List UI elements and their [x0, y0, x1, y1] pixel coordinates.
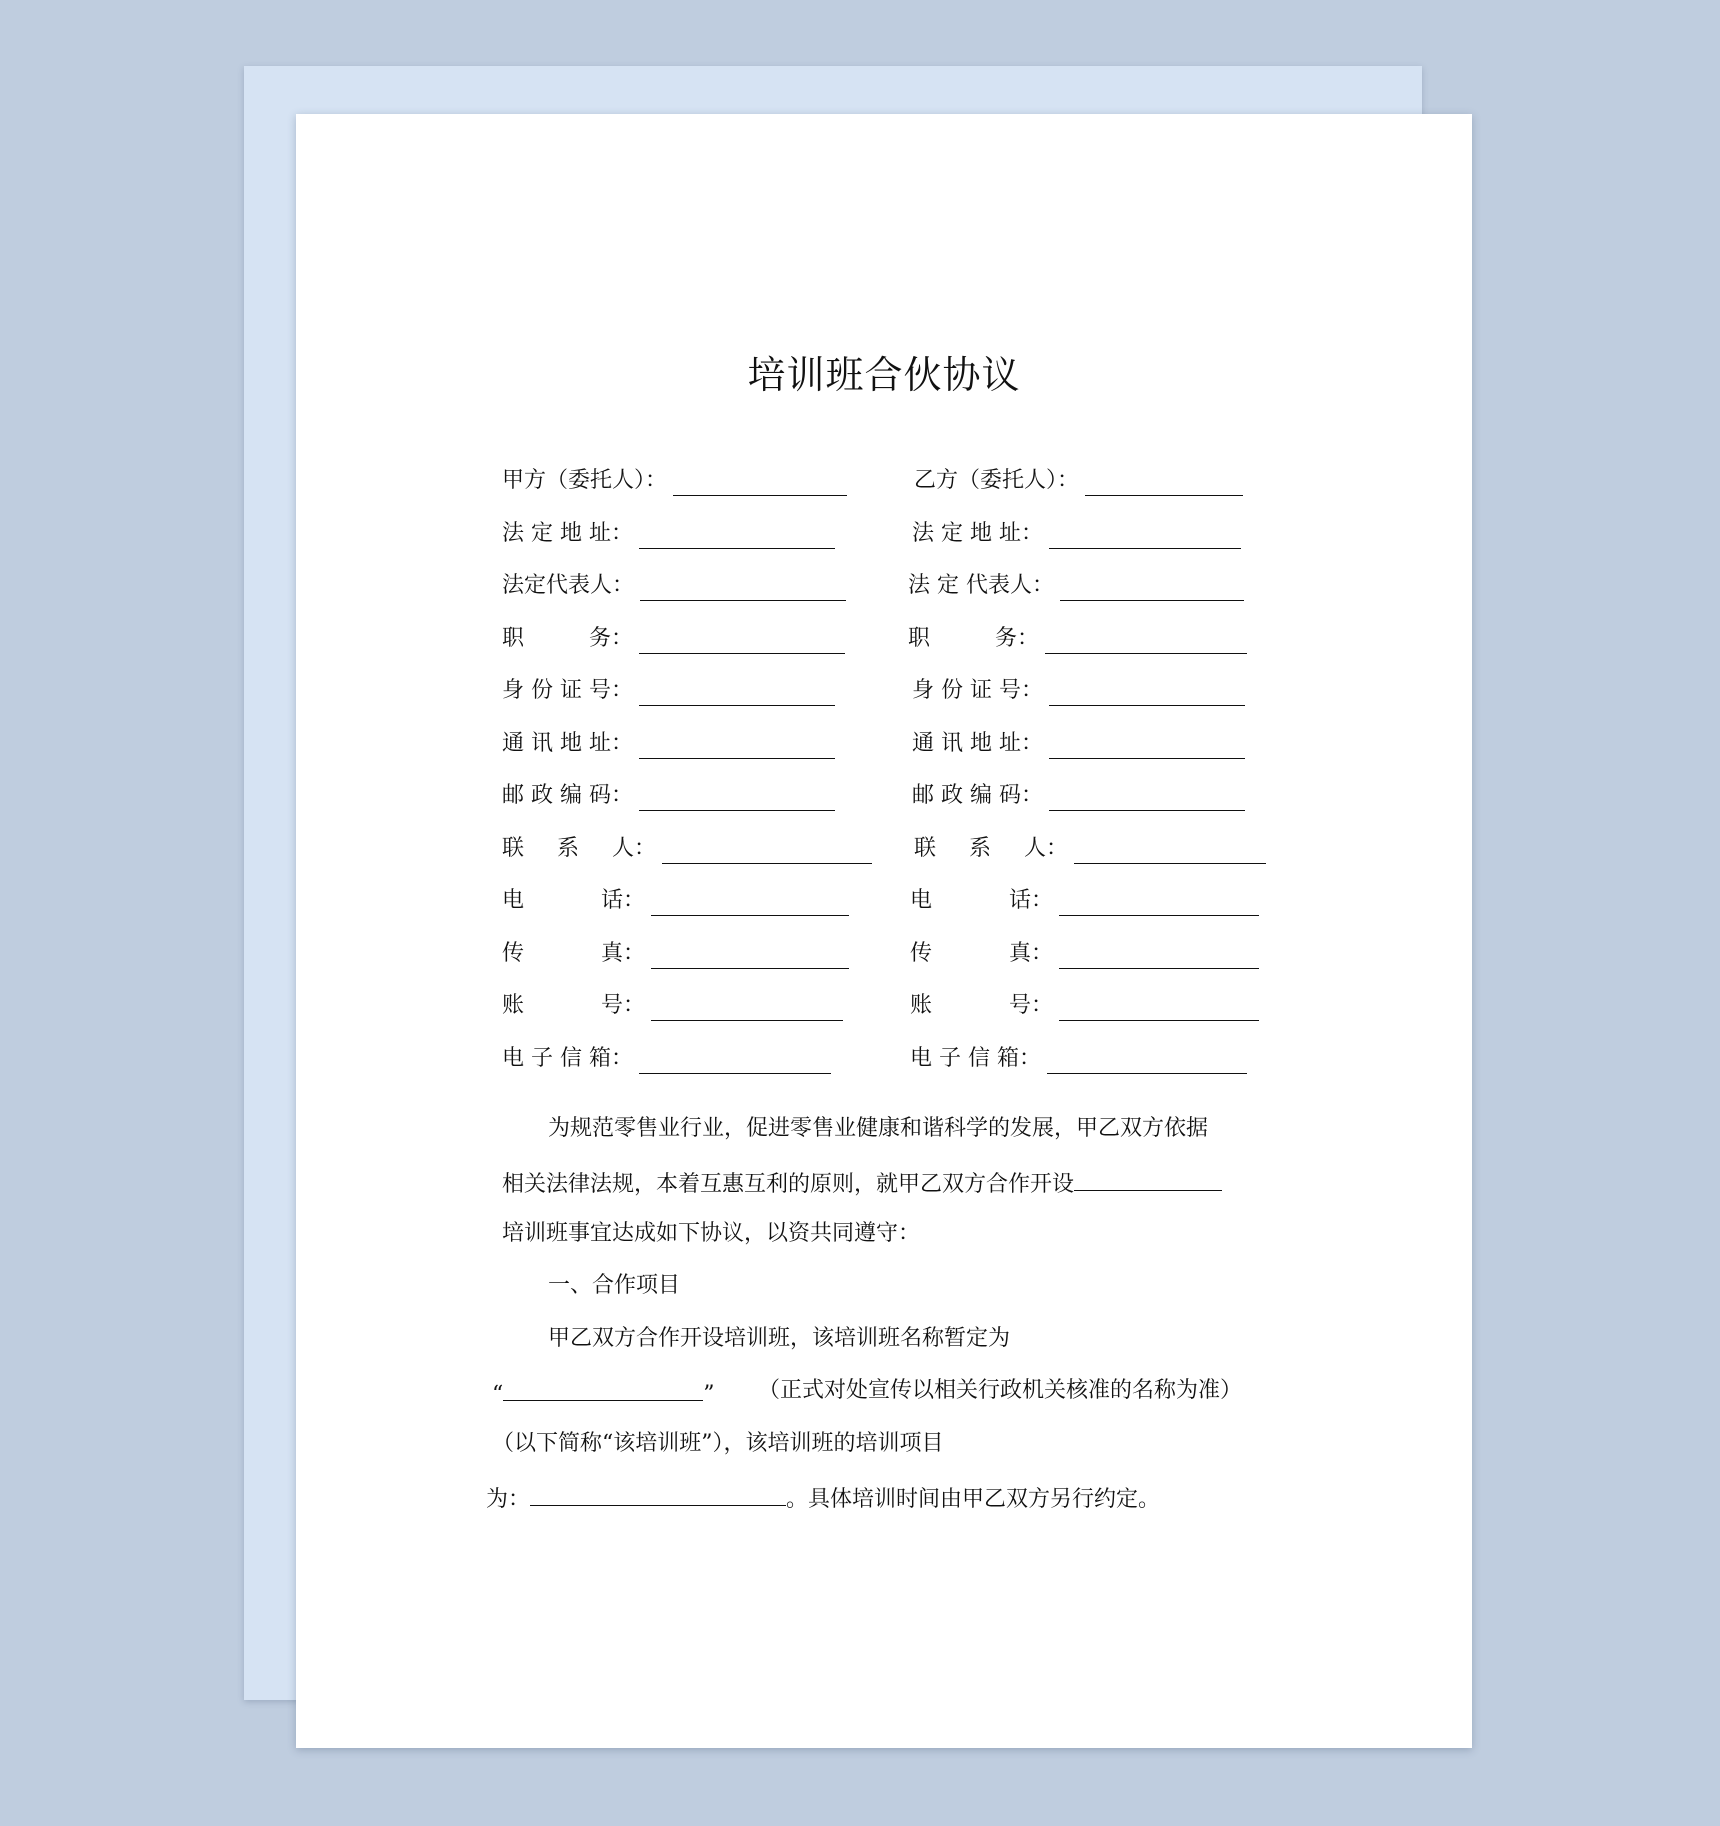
- field-label: 身 份 证 号：: [912, 678, 1043, 703]
- party-b-field: [912, 715, 1245, 759]
- document-title: 培训班合伙协议: [747, 353, 1021, 397]
- paragraph-line: [486, 1481, 1160, 1515]
- fill-blank[interactable]: [1074, 1166, 1222, 1191]
- fill-blank[interactable]: [1045, 625, 1247, 654]
- field-label: 邮 政 编 码：: [502, 783, 633, 808]
- paragraph-line: 培训班事宜达成如下协议，以资共同遵守：: [502, 1221, 921, 1246]
- paragraph-line: 甲乙双方合作开设培训班，该培训班名称暂定为: [548, 1326, 1011, 1351]
- fill-blank[interactable]: [662, 835, 872, 864]
- party-b-field: [912, 505, 1241, 549]
- field-label: 电 子 信 箱：: [502, 1046, 633, 1071]
- paragraph-line: [492, 1376, 715, 1410]
- section-heading: 一、合作项目: [548, 1273, 681, 1298]
- fill-blank[interactable]: [639, 625, 845, 654]
- fill-blank[interactable]: [1060, 572, 1244, 601]
- fill-blank[interactable]: [503, 1376, 703, 1401]
- fill-blank[interactable]: [651, 992, 843, 1021]
- party-a-field: [502, 872, 849, 916]
- fill-blank[interactable]: [639, 730, 835, 759]
- field-label: 传 真：: [502, 941, 645, 966]
- paragraph-text: 。具体培训时间由甲乙双方另行约定。: [786, 1487, 1161, 1512]
- fill-blank[interactable]: [1059, 940, 1259, 969]
- party-b-field: [914, 820, 1266, 864]
- party-a-field: [502, 610, 845, 654]
- fill-blank[interactable]: [1049, 520, 1241, 549]
- field-label: 联 系 人：: [502, 836, 656, 861]
- paragraph-text: 相关法律法规，本着互惠互利的原则，就甲乙双方合作开设: [502, 1172, 1075, 1197]
- party-a-field: [502, 662, 835, 706]
- paragraph-line: （以下简称“该培训班”），该培训班的培训项目: [492, 1431, 944, 1456]
- party-a-field: [502, 715, 835, 759]
- party-b-field: [910, 925, 1259, 969]
- field-label: 甲方（委托人）：: [502, 468, 668, 493]
- field-label: 邮 政 编 码：: [912, 783, 1043, 808]
- fill-blank[interactable]: [1049, 782, 1245, 811]
- party-b-field: [908, 610, 1247, 654]
- party-a-field: [502, 1030, 831, 1074]
- field-label: 法 定 地 址：: [502, 521, 633, 546]
- fill-blank[interactable]: [1059, 887, 1259, 916]
- party-a-field: [502, 505, 835, 549]
- fill-blank[interactable]: [639, 677, 835, 706]
- party-b-field: [908, 557, 1244, 601]
- field-label: 法定代表人：: [502, 573, 635, 598]
- party-b-field: [910, 1030, 1247, 1074]
- fill-blank[interactable]: [1047, 1045, 1247, 1074]
- fill-blank[interactable]: [1049, 730, 1245, 759]
- close-quote: ”: [703, 1382, 715, 1407]
- fill-blank[interactable]: [530, 1481, 786, 1506]
- party-a-field: [502, 767, 835, 811]
- document-page: [296, 114, 1472, 1748]
- field-label: 职 务：: [502, 626, 633, 651]
- field-label: 电 子 信 箱：: [910, 1046, 1041, 1071]
- field-label: 身 份 证 号：: [502, 678, 633, 703]
- field-label: 电 话：: [502, 888, 645, 913]
- field-label: 法 定 代表人：: [908, 573, 1054, 598]
- party-b-field: [912, 662, 1245, 706]
- field-label: 账 号：: [910, 993, 1053, 1018]
- field-label: 乙方（委托人）：: [914, 468, 1080, 493]
- party-a-field: [502, 977, 843, 1021]
- paragraph-text: 为：: [486, 1487, 531, 1512]
- field-label: 电 话：: [910, 888, 1053, 913]
- party-b-field: [914, 452, 1243, 496]
- party-b-field: [910, 872, 1259, 916]
- fill-blank[interactable]: [640, 572, 846, 601]
- open-quote: “: [492, 1382, 504, 1407]
- paragraph-line: 为规范零售业行业，促进零售业健康和谐科学的发展，甲乙双方依据: [548, 1116, 1209, 1141]
- field-label: 通 讯 地 址：: [912, 731, 1043, 756]
- fill-blank[interactable]: [639, 782, 835, 811]
- field-label: 账 号：: [502, 993, 645, 1018]
- fill-blank[interactable]: [639, 520, 835, 549]
- field-label: 通 讯 地 址：: [502, 731, 633, 756]
- field-label: 联 系 人：: [914, 836, 1068, 861]
- field-label: 法 定 地 址：: [912, 521, 1043, 546]
- party-b-field: [912, 767, 1245, 811]
- field-label: 传 真：: [910, 941, 1053, 966]
- party-a-field: [502, 557, 846, 601]
- field-label: 职 务：: [908, 626, 1039, 651]
- fill-blank[interactable]: [1049, 677, 1245, 706]
- fill-blank[interactable]: [1085, 467, 1243, 496]
- fill-blank[interactable]: [651, 940, 849, 969]
- fill-blank[interactable]: [1074, 835, 1266, 864]
- paragraph-note: （正式对处宣传以相关行政机关核准的名称为准）: [758, 1378, 1243, 1403]
- fill-blank[interactable]: [673, 467, 847, 496]
- party-a-field: [502, 452, 847, 496]
- fill-blank[interactable]: [639, 1045, 831, 1074]
- party-b-field: [910, 977, 1259, 1021]
- paragraph-line: [502, 1166, 1222, 1200]
- fill-blank[interactable]: [1059, 992, 1259, 1021]
- party-a-field: [502, 925, 849, 969]
- party-a-field: [502, 820, 872, 864]
- fill-blank[interactable]: [651, 887, 849, 916]
